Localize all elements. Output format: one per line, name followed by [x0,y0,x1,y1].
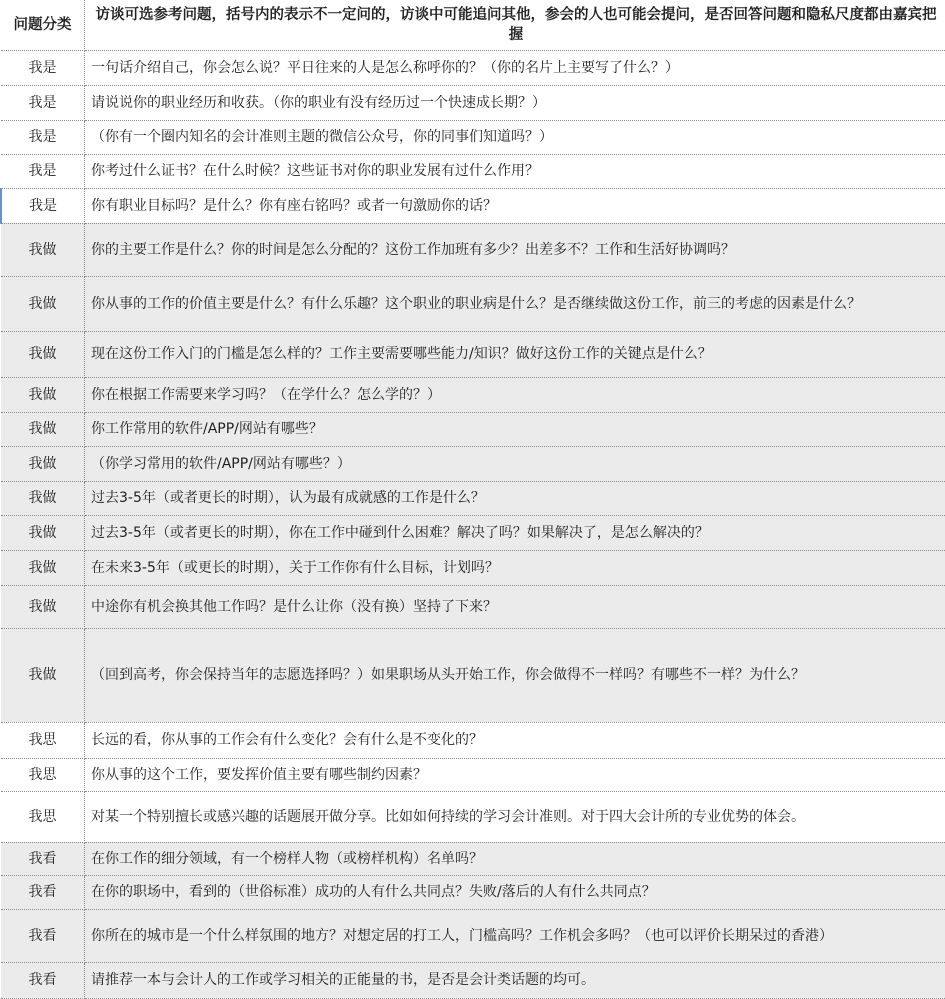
row-category: 我看 [1,875,85,909]
table-row [1,188,945,223]
row-category: 我是 [1,120,85,154]
row-category: 我做 [1,412,85,446]
row-question: 你在根据工作需要来学习吗？（在学什么？怎么学的？） [85,377,945,412]
row-question: 你考过什么证书？在什么时候？这些证书对你的职业发展有过什么作用？ [85,154,945,188]
row-category: 我看 [1,909,85,962]
row-category: 我做 [1,515,85,550]
row-category: 我做 [1,223,85,276]
row-question: 你从事的这个工作，要发挥价值主要有哪些制约因素？ [85,758,945,791]
table-row [1,550,945,585]
row-category: 我思 [1,722,85,758]
table-row [1,515,945,550]
row-question: 你从事的工作的价值主要是什么？有什么乐趣？这个职业的职业病是什么？是否继续做这份工作，前三的考虑的因素是什么？ [85,276,945,331]
row-question: 对某一个特别擅长或感兴趣的话题展开做分享。比如如何持续的学习会计准则。对于四大会计所的专业优势的体会。 [85,791,945,842]
table-row [1,628,945,722]
table-row [1,875,945,909]
table-row [1,154,945,188]
row-category: 我做 [1,331,85,377]
row-category: 我做 [1,585,85,628]
row-question: 一句话介绍自己，你会怎么说？平日往来的人是怎么称呼你的？（你的名片上主要写了什么？） [85,50,945,85]
header-row [1,0,945,50]
row-category: 我是 [1,154,85,188]
row-category: 我看 [1,962,85,998]
row-question: （你有一个圈内知名的会计准则主题的微信公众号，你的同事们知道吗？） [85,120,945,154]
row-question: 长远的看，你从事的工作会有什么变化？会有什么是不变化的？ [85,722,945,758]
row-question: 过去3-5年（或者更长的时期），认为最有成就感的工作是什么？ [85,481,945,515]
row-question: 你所在的城市是一个什么样氛围的地方？对想定居的打工人，门槛高吗？工作机会多吗？（也可以评价长期呆过的香港） [85,909,945,962]
row-question: 请推荐一本与会计人的工作或学习相关的正能量的书，是否是会计类话题的均可。 [85,962,945,998]
row-category: 我思 [1,791,85,842]
table-row [1,842,945,875]
row-question: （回到高考，你会保持当年的志愿选择吗？）如果职场从头开始工作，你会做得不一样吗？有哪些不一样？为什么？ [85,628,945,722]
table-row [1,758,945,791]
row-question: 中途你有机会换其他工作吗？是什么让你（没有换）坚持了下来？ [85,585,945,628]
row-question: 在未来3-5年（或更长的时期），关于工作你有什么目标，计划吗？ [85,550,945,585]
table-row [1,791,945,842]
row-category: 我做 [1,446,85,481]
row-category: 我做 [1,628,85,722]
row-category: 我是 [1,85,85,120]
row-category: 我做 [1,377,85,412]
table-row [1,377,945,412]
table-row [1,962,945,998]
row-category: 我是 [1,50,85,85]
row-category: 我思 [1,758,85,791]
table-row [1,223,945,276]
header-question: 访谈可选参考问题，括号内的表示不一定问的，访谈中可能追问其他，参会的人也可能会提问，是否回答问题和隐私尺度都由嘉宾把握 [85,0,945,50]
row-category: 我做 [1,276,85,331]
table-row [1,276,945,331]
table-row [1,585,945,628]
row-category: 我做 [1,481,85,515]
row-question: 现在这份工作入门的门槛是怎么样的？工作主要需要哪些能力/知识？做好这份工作的关键点是什么？ [85,331,945,377]
table-row [1,722,945,758]
header-category: 问题分类 [1,0,85,50]
row-question: 你工作常用的软件/APP/网站有哪些？ [85,412,945,446]
row-question: 你的主要工作是什么？你的时间是怎么分配的？这份工作加班有多少？出差多不？工作和生活好协调吗？ [85,223,945,276]
row-category: 我看 [1,842,85,875]
table-row [1,481,945,515]
row-category: 我做 [1,550,85,585]
row-question: 请说说你的职业经历和收获。（你的职业有没有经历过一个快速成长期？） [85,85,945,120]
row-question: 你有职业目标吗？是什么？你有座右铭吗？或者一句激励你的话？ [85,188,945,223]
table-row [1,331,945,377]
table-row [1,85,945,120]
row-category: 我是 [1,188,85,223]
table-row [1,446,945,481]
row-question: 在你工作的细分领域，有一个榜样人物（或榜样机构）名单吗？ [85,842,945,875]
table-row [1,412,945,446]
row-question: （你学习常用的软件/APP/网站有哪些？） [85,446,945,481]
row-question: 过去3-5年（或者更长的时期），你在工作中碰到什么困难？解决了吗？如果解决了，是怎么解决的？ [85,515,945,550]
table-row [1,50,945,85]
table-row [1,120,945,154]
table-row [1,909,945,962]
row-question: 在你的职场中，看到的（世俗标准）成功的人有什么共同点？失败/落后的人有什么共同点？ [85,875,945,909]
